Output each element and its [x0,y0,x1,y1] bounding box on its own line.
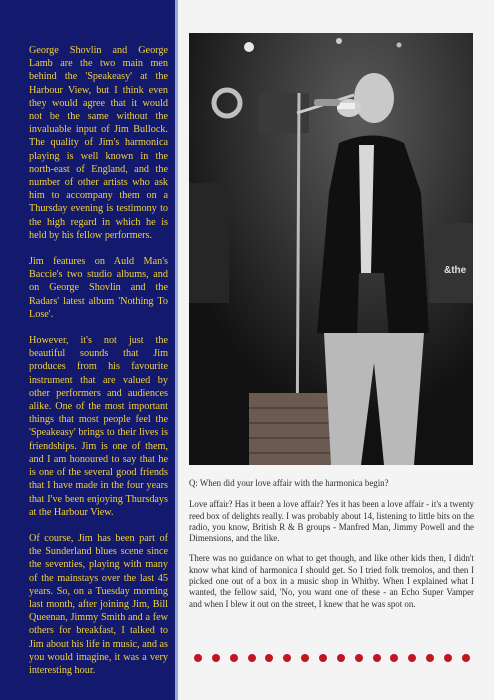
interview-question: Q: When did your love affair with the harmonica begin? [189,478,389,488]
dot-divider [194,653,470,663]
divider-dot [462,654,470,662]
intro-text [29,44,168,690]
divider-dot [301,654,309,662]
divider-dot [248,654,256,662]
divider-dot [337,654,345,662]
divider-dot [426,654,434,662]
divider-dot [319,654,327,662]
divider-dot [283,654,291,662]
divider-dot [408,654,416,662]
divider-dot [194,654,202,662]
interview-text [189,478,474,619]
interview-answer-2: There was no guidance on what to get though, and like other kids then, I didn't know what kind of harmonica I should get. So I tried folk tremolos, and then I picked one out of a box in a music shop in Whitby. When I explained what I wanted, the fellow said, 'No, you want one of these - an Echo Super Vamper and when I blew it out on the street, I knew that he was spot on. [189,553,474,609]
divider-dot [212,654,220,662]
intro-paragraph-1: George Shovlin and George Lamb are the two main men behind the 'Speakeasy' at the Harbour View, but I think even they would agree that it would not be the same without the invaluable input of Jim Bullock. The quality of Jim's harmonica playing is well known in the north-east of England, and the number of other artists who ask him to accompany them on a Thursday evening is testimony to the high regard in which he is held by his fellow performers. [29,45,168,241]
intro-paragraph-2: Jim features on Auld Man's Baccie's two studio albums, and on George Shovlin and the Radars' latest album 'Nothing To Lose'. [29,256,168,320]
intro-paragraph-4: Of course, Jim has been part of the Sunderland blues scene since the seventies, playing with many of the mainstays over the last 45 years. So, on a Tuesday morning last month, after joining Jim, Bill Queenan, Jimmy Smith and a few others for breakfast, I talked to Jim about his life in music, and as you would imagine, it was a very interesting hour. [29,532,168,676]
sign-text: &the [444,265,467,276]
divider-dot [355,654,363,662]
divider-dot [390,654,398,662]
divider-dot [444,654,452,662]
harmonica-player-photo [189,33,473,465]
left-sidebar [0,0,178,700]
divider-dot [373,654,381,662]
divider-dot [230,654,238,662]
intro-paragraph-3: However, it's not just the beautiful sounds that Jim produces from his favourite instrument that are valued by other performers and audiences alike. One of the most important things that most people feel the 'Speakeasy' brings to their lives is friendships. Jim is one of them, and I am honoured to say that he is one of the several good friends that I have made in the four years that I've been enjoying Thursdays at the Harbour View. [29,335,168,518]
interview-answer-1: Love affair? Has it been a love affair? Yes it has been a love affair - it's a twenty reed box of delights really. I was probably about 14, listening to little bits on the radio, you know, British R & B groups - Manfred Man, Jimmy Powell and the Dimensions, and the like. [189,499,474,544]
divider-dot [265,654,273,662]
